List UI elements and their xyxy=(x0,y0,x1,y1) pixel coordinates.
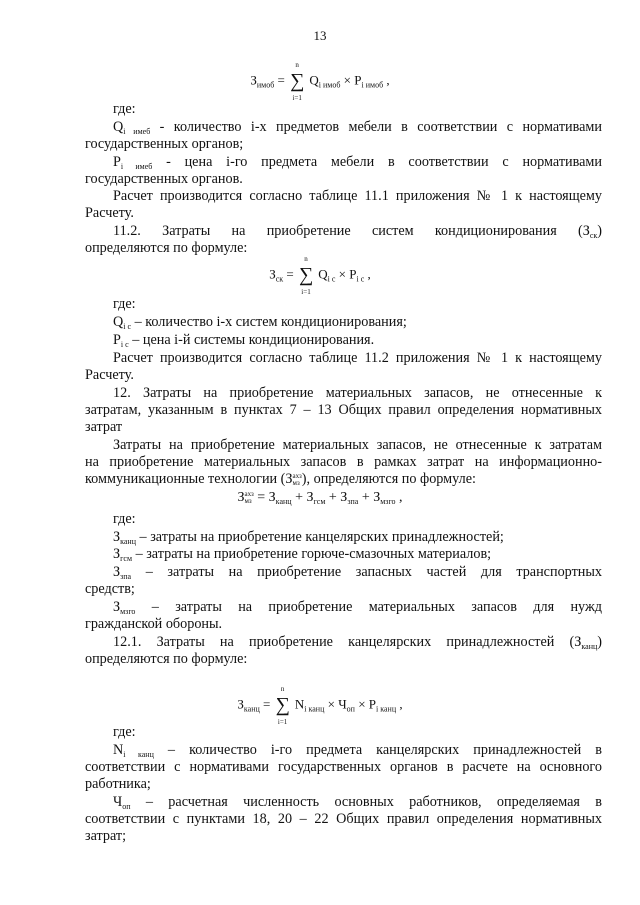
def-symbol: Ч xyxy=(113,794,123,810)
formula-subscript: канц xyxy=(275,497,292,506)
def-subscript: i имеб xyxy=(120,162,153,171)
def-subscript: гсм xyxy=(120,554,133,563)
section-close: ) xyxy=(597,634,602,650)
def-text: – затраты на приобретение горюче-смазочных материалов; xyxy=(132,546,492,562)
def-text: - количество i-х предметов мебели в соответствии с нормативами xyxy=(150,119,603,135)
formula-times: × xyxy=(343,72,352,88)
def-text: – затраты на приобретение запасных частей для транспортных xyxy=(131,564,602,580)
definition-q-cont: государственных органов; xyxy=(85,136,244,152)
def-subscript: i имеб xyxy=(123,127,151,136)
formula-part: = З xyxy=(253,490,276,505)
sup-sub-stack xyxy=(293,473,302,487)
def-symbol: Q xyxy=(113,119,124,135)
definition-ch-cont-1: соответствии с пунктами 18, 20 – 22 Общих правил определения нормативных xyxy=(85,811,602,827)
section-subscript: канц xyxy=(581,642,598,651)
formula-part: + З xyxy=(358,490,381,505)
section-text: 12.1. Затраты на приобретение канцелярских принадлежностей (З xyxy=(113,634,582,650)
formula-subscript: гсм xyxy=(313,497,326,506)
section-11-2-cont: определяются по формуле: xyxy=(85,240,248,256)
formula-times: × xyxy=(338,266,347,282)
def-symbol: Q xyxy=(113,314,124,330)
definition-ch-cont-2: затрат; xyxy=(85,828,127,844)
definition-n-cont-2: работника; xyxy=(85,776,151,792)
where-label-4: где: xyxy=(113,724,136,740)
formula-sup: ахз xyxy=(244,489,254,498)
where-label: где: xyxy=(113,101,136,117)
formula-subscript: i имоб xyxy=(318,80,341,90)
formula-subscript: i c xyxy=(356,274,365,284)
formula-eq: = xyxy=(263,696,271,712)
definition-p-cont: государственных органов. xyxy=(85,171,243,187)
formula-subscript: i канц xyxy=(376,704,397,714)
formula-conditioning xyxy=(0,255,640,296)
sup-sub-stack xyxy=(244,491,253,505)
calc-note-2-cont: Расчету. xyxy=(85,367,134,383)
def-text: – расчетная численность основных работников, определяемая в xyxy=(130,794,602,810)
formula-subscript: i имоб xyxy=(361,80,384,90)
formula-eq: = xyxy=(286,266,294,282)
sum-upper: n xyxy=(295,61,299,69)
section-subscript: ск xyxy=(589,231,598,240)
section-12-line-2: затратам, указанным в пунктах 7 – 13 Общих правил определения нормативных xyxy=(85,402,602,418)
formula-tail: , xyxy=(383,72,390,88)
calc-note-2: Расчет производится согласно таблице 11.2 приложения № 1 к настоящему xyxy=(113,350,602,366)
para-text: коммуникационные технологии (З xyxy=(85,471,293,487)
formula-symbol: N xyxy=(294,696,305,712)
sum-upper: n xyxy=(304,255,308,263)
formula-subscript: имоб xyxy=(256,80,275,90)
sum-sign: ∑ n i=1 xyxy=(290,61,305,102)
def-subscript: оп xyxy=(122,802,131,811)
section-12-line-3: затрат xyxy=(85,419,123,435)
def-text: – затраты на приобретение канцелярских принадлежностей; xyxy=(136,529,504,545)
definition-mzgo-cont: гражданской обороны. xyxy=(85,616,223,632)
formula-symbol: P xyxy=(349,266,357,282)
formula-subscript: канц xyxy=(243,704,260,714)
def-text: – количество i-го предмета канцелярских принадлежностей в xyxy=(153,742,603,758)
def-text: – количество i-х систем кондиционирования; xyxy=(131,314,407,330)
def-subscript: канц xyxy=(120,537,136,546)
sum-lower: i=1 xyxy=(301,288,311,296)
formula-subscript: ск xyxy=(275,274,284,284)
formula-symbol: Ч xyxy=(338,696,347,712)
formula-symbol: З xyxy=(237,696,244,712)
calc-note-1-cont: Расчету. xyxy=(85,205,134,221)
def-subscript: мзго xyxy=(120,607,136,616)
formula-times: × xyxy=(327,696,335,712)
formula-symbol: Q xyxy=(309,72,319,88)
para-text: ), определяются по формуле: xyxy=(301,471,476,487)
para-sup: ахз xyxy=(292,471,302,480)
formula-tail: , xyxy=(395,490,403,505)
formula-subscript: мзго xyxy=(380,497,396,506)
def-symbol: P xyxy=(113,332,121,348)
where-label-2: где: xyxy=(113,296,136,312)
definition-zpa-cont: средств; xyxy=(85,581,135,597)
def-text: - цена i-го предмета мебели в соответствии с нормативами xyxy=(152,154,602,170)
formula-subscript: i канц xyxy=(304,704,325,714)
sum-lower: i=1 xyxy=(277,718,288,726)
def-subscript: зпа xyxy=(120,572,132,581)
formula-part: + З xyxy=(325,490,348,505)
formula-part: + З xyxy=(291,490,314,505)
para-sub: мз xyxy=(292,478,300,487)
formula-symbol: З xyxy=(269,266,276,282)
where-label-3: где: xyxy=(113,511,136,527)
definition-n-cont-1: соответствии с нормативами государственных органов в расчете на основного xyxy=(85,759,602,775)
def-subscript: i c xyxy=(120,340,129,349)
formula-subscript: зпа xyxy=(347,497,359,506)
def-symbol: N xyxy=(113,742,124,758)
section-12-para-1: Затраты на приобретение материальных запасов, не отнесенные к затратам xyxy=(113,437,602,453)
formula-symbol: З xyxy=(250,72,257,88)
def-symbol: З xyxy=(113,529,121,545)
section-close: ) xyxy=(597,223,602,239)
formula-symbol: P xyxy=(368,696,377,712)
section-12-1-cont: определяются по формуле: xyxy=(85,651,248,667)
def-symbol: З xyxy=(113,546,121,562)
def-symbol: P xyxy=(113,154,121,170)
formula-material-supplies xyxy=(0,490,640,506)
def-subscript: i c xyxy=(123,322,132,331)
def-text: – затраты на приобретение материальных запасов для нужд xyxy=(135,599,602,615)
sum-sign: ∑ n i=1 xyxy=(275,685,290,726)
formula-tail: , xyxy=(364,266,371,282)
formula-eq: = xyxy=(277,72,285,88)
sum-lower: i=1 xyxy=(292,94,302,102)
calc-note-1: Расчет производится согласно таблице 11.1 приложения № 1 к настоящему xyxy=(113,188,602,204)
formula-tail: , xyxy=(396,696,403,712)
section-12-line-1: 12. Затраты на приобретение материальных запасов, не отнесенные к xyxy=(113,385,602,401)
section-12-para-2: на приобретение материальных запасов в рамках затрат на информационно- xyxy=(85,454,602,470)
section-12-para-3 xyxy=(85,471,602,488)
def-text: – цена i-й системы кондиционирования. xyxy=(128,332,375,348)
def-symbol: З xyxy=(113,564,121,580)
sum-sign: ∑ n i=1 xyxy=(299,255,314,296)
formula-times: × xyxy=(358,696,366,712)
def-symbol: З xyxy=(113,599,121,615)
formula-sub: мз xyxy=(244,496,252,505)
formula-symbol: Q xyxy=(318,266,328,282)
sum-upper: n xyxy=(280,685,285,693)
formula-furniture xyxy=(0,61,640,102)
formula-subscript: i c xyxy=(327,274,336,284)
formula-symbol: P xyxy=(354,72,362,88)
def-subscript: i канц xyxy=(123,750,154,759)
formula-stationery xyxy=(0,685,640,726)
page-number: 13 xyxy=(313,28,327,43)
section-text: 11.2. Затраты на приобретение систем кондиционирования (З xyxy=(113,223,590,239)
formula-subscript: оп xyxy=(346,704,355,714)
formula-symbol: З xyxy=(237,490,245,505)
